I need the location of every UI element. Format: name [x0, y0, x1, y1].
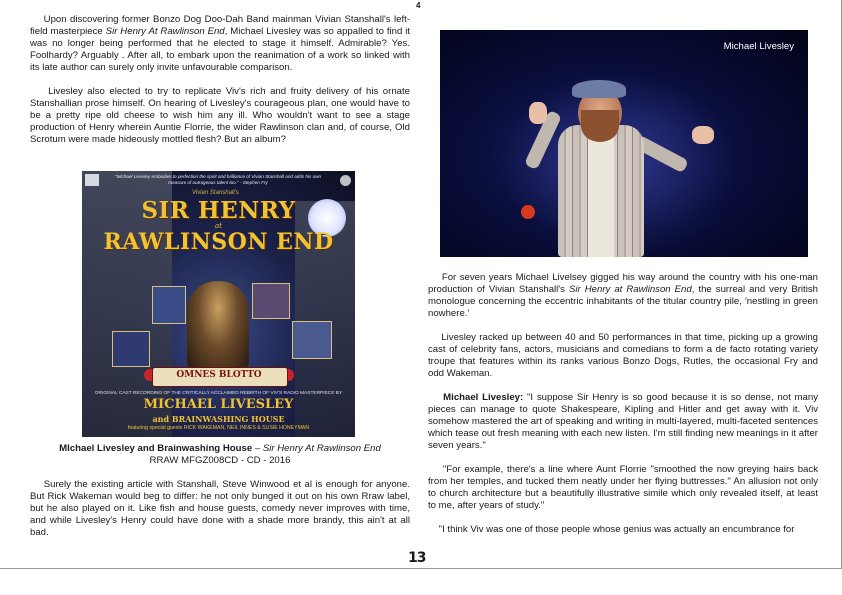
cover-title-line1: SIR HENRY [141, 197, 296, 224]
performer-hat [572, 80, 626, 98]
right-paragraph-5: "I think Viv was one of those people whose genius was actually an encumbrance for [438, 524, 795, 535]
cover-quote: "Michael Livesley embodies to perfection the spirit and brilliance of Vivian Stanshall and adds his own measure of outrageous talent too." - Stephen Fry [114, 174, 322, 185]
cover-subline: ORIGINAL CAST RECORDING OF THE CRITICALLY ACCLAIMED REBIRTH OF VIV'S RADIO MASTERPIECE BY [94, 391, 343, 396]
record-label-logo [85, 174, 99, 186]
performer-beard [581, 110, 619, 142]
album-catalog: RRAW MFGZ008CD - CD - 2016 [149, 455, 291, 466]
right-paragraph-2: Livesley racked up between 40 and 50 performances in that time, picking up a growing cast of celebrity fans, actors, musicians and comedians to form a de facto rotating variety troupe that features within its ranks various Bonzo Dogs, Rutles, the occasional Fry and odd Wakeman. [428, 332, 818, 379]
cast-panel-3 [292, 321, 332, 359]
left-column [30, 14, 410, 146]
right-paragraph-4: "For example, there's a line where Aunt Florrie "smoothed the now greying hairs back from her temples, and tucked them neatly under her flying buttresses." An allusion not only to church architecture but a beautifully illustrative simile which only revealed itself, at least to me, after years of study." [428, 464, 818, 511]
speaker-label: Michael Livesley: [443, 392, 524, 403]
cast-panel-4 [112, 331, 150, 367]
top-page-number: 4 [416, 1, 421, 10]
cover-guests: featuring special guests RICK WAKEMAN, NEIL INNES & SUSIE HONEYMAN [127, 425, 310, 431]
right-column [428, 272, 818, 536]
caption-title: Sir Henry At Rawlinson End [262, 443, 381, 454]
performer-shirt [588, 132, 614, 257]
album-cover-image [82, 171, 355, 437]
performer-right-hand [692, 126, 714, 144]
cover-artist: MICHAEL LIVESLEY [143, 397, 294, 412]
caption-separator: – [252, 443, 263, 454]
cover-title-at: at [215, 222, 222, 230]
title-italic: Sir Henry at Rawlinson End [568, 284, 692, 295]
performer-left-hand [529, 102, 547, 124]
bottom-page-number: 13 [408, 550, 426, 566]
right-paragraph-3: Michael Livesley: "I suppose Sir Henry is so good because it is so dense, not many pieces can manage to quote Shakespeare, Kipling and Hitler and get away with it. Viv somehow mastered the art of speaking and writing in multi-layered, multi-faceted sentences which tease out fresh meaning with each new listen. I'm still finding new meanings in it after seven years." [428, 392, 819, 451]
right-paragraph-1: For seven years Michael Livelsey gigged his way around the country with his one-man production of Vivian Stanshall's Sir Henry at Rawlinson End, the surreal and very British monologue concerning the eccentric inhabitants of the titular country pile, 'nestling in green nowhere.' [428, 272, 818, 319]
cast-panel-1 [152, 286, 186, 324]
cover-figure [187, 281, 249, 371]
buttonhole-flower [521, 205, 535, 219]
caption-artist: MIchael Livesley and Brainwashing House [59, 443, 253, 454]
left-paragraph-1: Upon discovering former Bonzo Dog Doo-Dah Band mainman Vivian Stanshall's left-field masterpiece Sir Henry At Rawlinson End, Michael Livesley was so appalled to find it was no longer being performed that he elected to stage it himself. Admirable? Yes. Foolhardy? Arguably . After all, to embark upon the reanimation of a work so linked with its late author can surely only invite unfavourable comparison. [30, 14, 411, 73]
left-paragraph-2: Livesley also elected to try to replicate Viv's rich and fruity delivery of his ornate Stanshallian prose himself. On hearing of Livesley's courageous plan, one would have to be a pretty ripe old cheese to wish him any ill. Who wouldn't want to see a stage production of Henry wherein Auntie Florrie, the wider Rawlinson clan and, of course, Old Scrotum were made hideously mottled flesh? But an album? [30, 86, 410, 145]
title-italic: Sir Henry At Rawlinson End [105, 26, 225, 37]
photo-label: Michael Livesley [723, 41, 794, 52]
cover-title-line2: RAWLINSON END [103, 229, 334, 255]
cover-artist-2: and BRAINWASHING HOUSE [152, 414, 285, 424]
left-paragraph-3: Surely the existing article with Stanshall, Steve Winwood et al is enough for anyone. But Rick Wakeman would beg to differ: he not only bunged it out on his own Rraw label, but he also played on it. Like fish and house guests, comedy never improves with time, and while Livesley's Henry could have done with a shade more brandy, this ain't at all bad. [30, 479, 410, 538]
album-caption [30, 443, 410, 455]
left-column-bottom [30, 479, 410, 539]
cover-banner-text: OMNES BLOTTO [176, 370, 262, 380]
stage-photo [440, 30, 808, 257]
emblem-logo [340, 175, 351, 186]
cover-pre-title: Vivian Stanshall's [192, 190, 239, 196]
cast-panel-2 [252, 283, 290, 319]
